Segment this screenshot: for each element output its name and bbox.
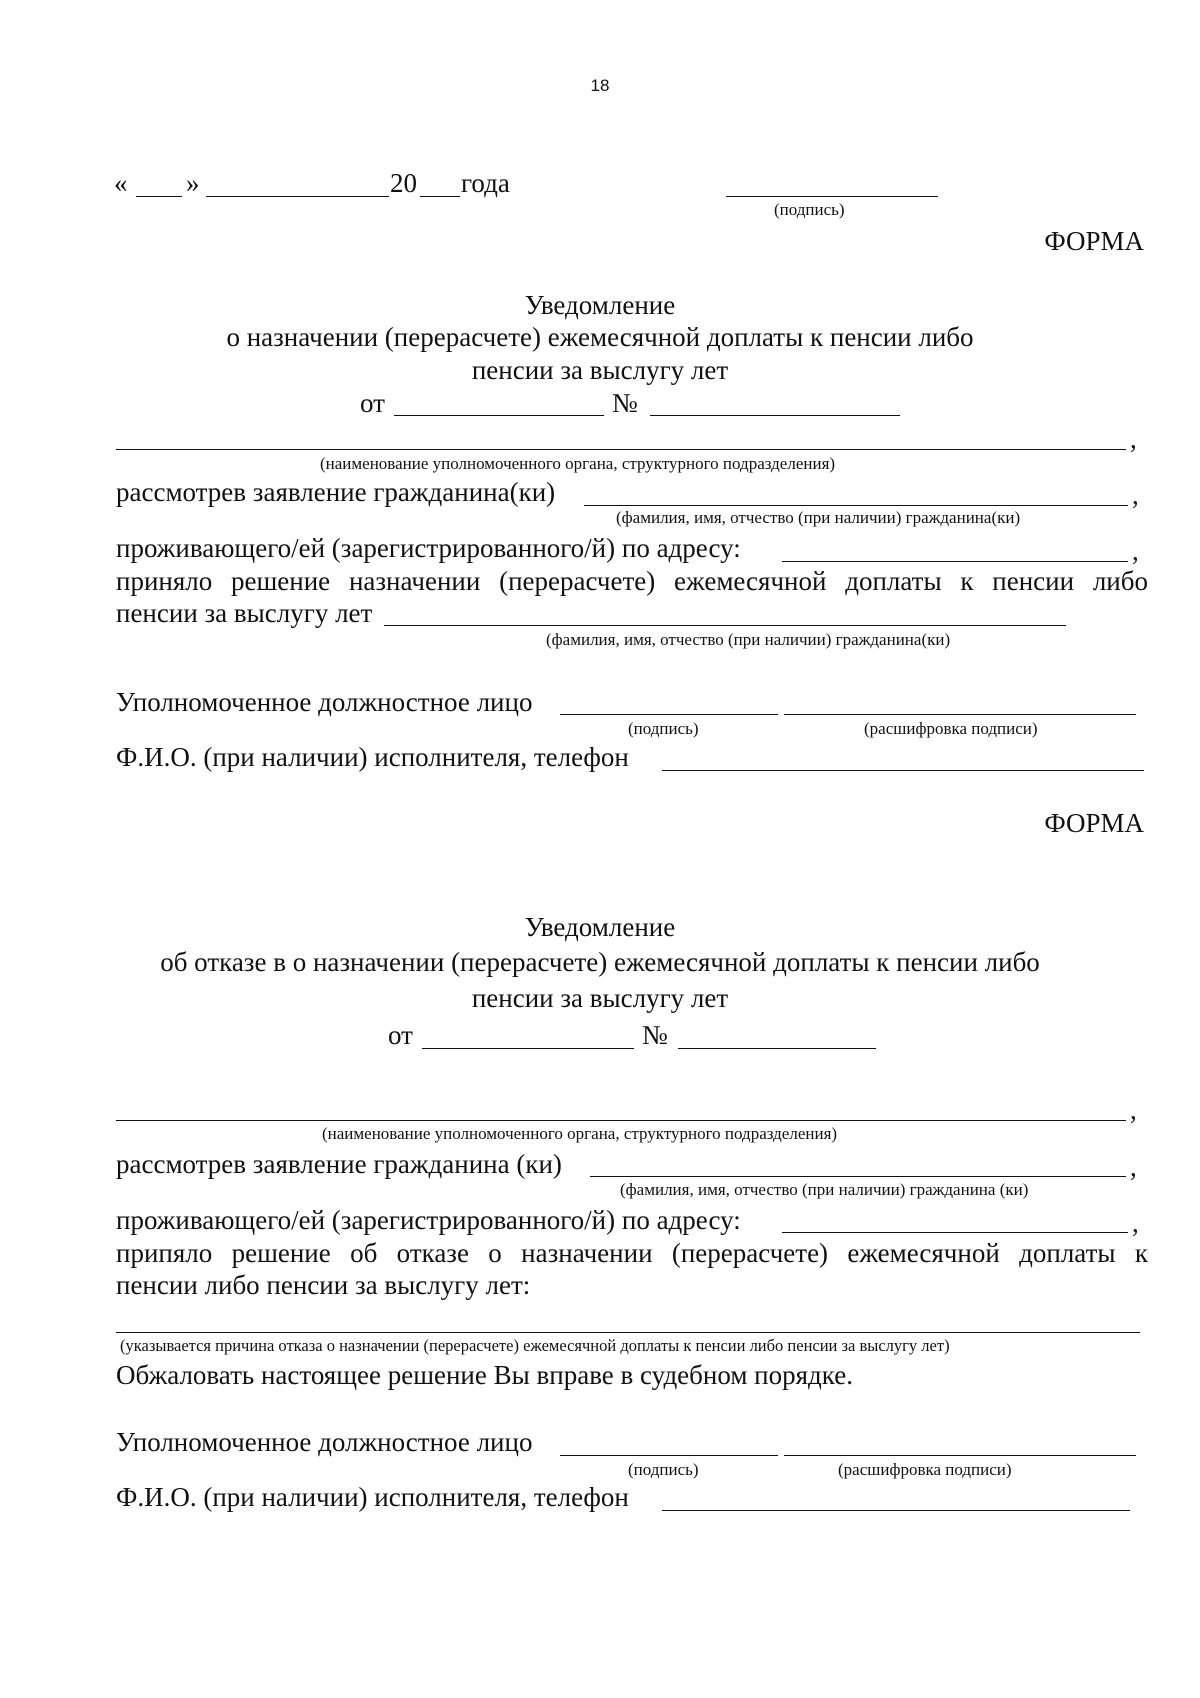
decision-text-line1: приняло решение назначении (перерасчете) ежемесячной доплаты к пенсии либо [116, 566, 1148, 596]
organ-field-line [116, 449, 1126, 450]
organ-caption: (наименование уполномоченного органа, структурного подразделения) [322, 1124, 838, 1143]
day-blank-line [136, 196, 182, 197]
sign-field-line [560, 1455, 778, 1456]
organ-field-line [116, 1120, 1126, 1121]
organ-caption: (наименование уполномоченного органа, структурного подразделения) [320, 454, 836, 473]
considered-label: рассмотрев заявление гражданина (ки) [116, 1149, 562, 1179]
notice-subtitle-line1: о назначении (перерасчете) ежемесячной доплаты к пенсии либо [226, 322, 974, 352]
decision-field-line [384, 625, 1066, 626]
date-open-quote: « [114, 168, 128, 198]
sign-decode-caption: (расшифровка подписи) [864, 719, 1038, 738]
year-prefix: 20 [390, 168, 417, 198]
comma: , [1132, 480, 1139, 510]
sign-caption: (подпись) [628, 1460, 699, 1479]
month-blank-line [206, 196, 389, 197]
comma: , [1130, 424, 1137, 454]
decision-text-line2: пенсии либо пенсии за выслугу лет: [116, 1270, 531, 1300]
citizen-caption: (фамилия, имя, отчество (при наличии) гражданина(ки) [616, 508, 1021, 527]
notice-subtitle-line1: об отказе в о назначении (перерасчете) ежемесячной доплаты к пенсии либо [160, 947, 1040, 977]
form-label: ФОРМА [1044, 808, 1144, 838]
notice-title: Уведомление [524, 912, 676, 942]
decision-text-line2: пенсии за выслугу лет [116, 598, 373, 628]
signature-blank-line [726, 196, 938, 197]
form-label: ФОРМА [1044, 226, 1144, 256]
address-label: проживающего/ей (зарегистрированного/й) по адресу: [116, 533, 741, 563]
official-label: Уполномоченное должностное лицо [116, 1427, 533, 1457]
number-label: № [612, 388, 638, 418]
signature-caption: (подпись) [774, 200, 845, 219]
address-label: проживающего/ей (зарегистрированного/й) по адресу: [116, 1205, 741, 1235]
appeal-text: Обжаловать настоящее решение Вы вправе в судебном порядке. [116, 1360, 853, 1390]
executor-label: Ф.И.О. (при наличии) исполнителя, телефон [116, 1482, 629, 1512]
number-field-line [650, 415, 900, 416]
comma: , [1132, 1208, 1139, 1238]
notice-title: Уведомление [524, 290, 676, 320]
comma: , [1130, 1095, 1137, 1125]
executor-field-line [662, 1510, 1130, 1511]
notice-subtitle-line2: пенсии за выслугу лет [471, 355, 729, 385]
address-field-line [782, 561, 1128, 562]
reason-caption: (указывается причина отказа о назначении (перерасчете) ежемесячной доплаты к пенсии либо пенсии за выслугу лет) [120, 1336, 950, 1355]
date-field-line [422, 1048, 634, 1049]
date-field-line [394, 415, 604, 416]
decision-caption: (фамилия, имя, отчество (при наличии) гражданина(ки) [546, 630, 951, 649]
citizen-field-line [590, 1176, 1126, 1177]
citizen-caption: (фамилия, имя, отчество (при наличии) гражданина (ки) [620, 1180, 1029, 1199]
reason-field-line [116, 1332, 1140, 1333]
comma: , [1130, 1152, 1137, 1182]
decision-text-line1: припяло решение об отказе о назначении (перерасчете) ежемесячной доплаты к [116, 1238, 1148, 1268]
comma: , [1132, 536, 1139, 566]
notice-subtitle-line2: пенсии за выслугу лет [471, 983, 729, 1013]
citizen-field-line [584, 505, 1128, 506]
year-suffix: года [461, 168, 510, 198]
sign-caption: (подпись) [628, 719, 699, 738]
sign-decode-field-line [784, 714, 1136, 715]
sign-decode-caption: (расшифровка подписи) [838, 1460, 1012, 1479]
sign-field-line [560, 714, 778, 715]
date-close-quote: » [186, 168, 200, 198]
number-field-line [678, 1048, 876, 1049]
page-number: 18 [590, 76, 610, 95]
from-label: от [360, 388, 385, 418]
considered-label: рассмотрев заявление гражданина(ки) [116, 477, 556, 507]
executor-field-line [662, 770, 1144, 771]
executor-label: Ф.И.О. (при наличии) исполнителя, телефон [116, 742, 629, 772]
number-label: № [642, 1020, 668, 1050]
address-field-line [782, 1232, 1128, 1233]
year-blank-line [420, 196, 460, 197]
sign-decode-field-line [784, 1455, 1136, 1456]
from-label: от [388, 1020, 413, 1050]
official-label: Уполномоченное должностное лицо [116, 687, 533, 717]
